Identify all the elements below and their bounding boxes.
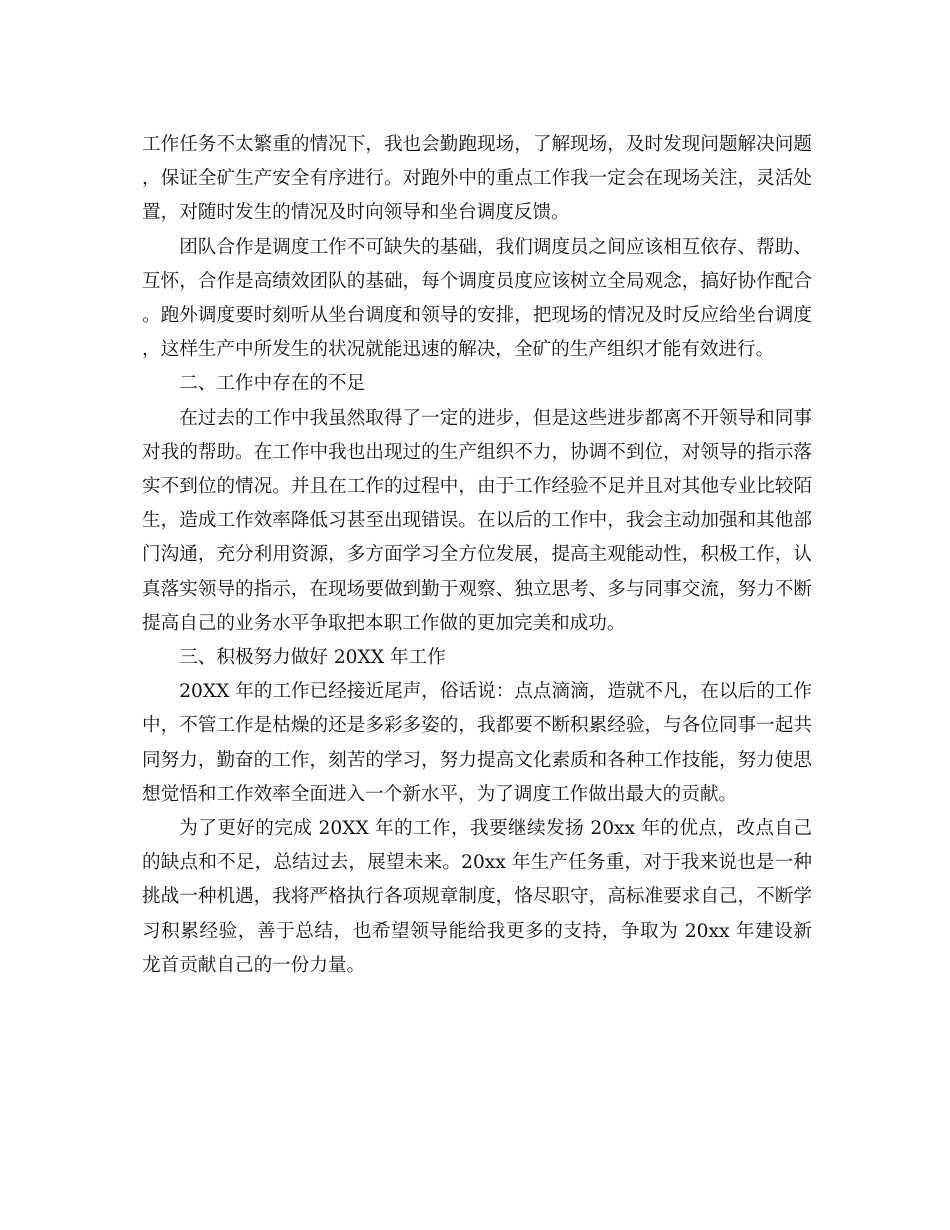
paragraph-continuation: 工作任务不太繁重的情况下，我也会勤跑现场，了解现场，及时发现问题解决问题，保证全矿生产安全有序进行。对跑外中的重点工作我一定会在现场关注，灵活处置，对随时发生的情况及时向领导和坐台调度反馈。 — [142, 134, 812, 224]
section-heading-shortcomings: 二、工作中存在的不足 — [179, 373, 366, 395]
paragraph-plan: 20XX 年的工作已经接近尾声，俗话说：点点滴滴，造就不凡，在以后的工作中，不管工作是枯燥的还是多彩多姿的，我都要不断积累经验，与各位同事一起共同努力，勤奋的工作，刻苦的学习，努力提高文化素质和各种工作技能，努力使思想觉悟和工作效率全面进入一个新水平，为了调度工作做出最大的贡献。 — [142, 681, 812, 805]
section-heading-plan: 三、积极努力做好 20XX 年工作 — [179, 647, 446, 669]
paragraph-shortcomings: 在过去的工作中我虽然取得了一定的进步，但是这些进步都离不开领导和同事对我的帮助。在工作中我也出现过的生产组织不力，协调不到位，对领导的指示落实不到位的情况。并且在工作的过程中，由于工作经验不足并且对其他专业比较陌生，造成工作效率降低习甚至出现错误。在以后的工作中，我会主动加强和其他部门沟通，充分利用资源，多方面学习全方位发展，提高主观能动性，积极工作，认真落实领导的指示，在现场要做到勤于观察、独立思考、多与同事交流，努力不断提高自己的业务水平争取把本职工作做的更加完美和成功。 — [142, 407, 812, 634]
paragraph-teamwork: 团队合作是调度工作不可缺失的基础，我们调度员之间应该相互依存、帮助、互怀，合作是高绩效团队的基础，每个调度员度应该树立全局观念，搞好协作配合。跑外调度要时刻听从坐台调度和领导的安排，把现场的情况及时反应给坐台调度，这样生产中所发生的状况就能迅速的解决，全矿的生产组织才能有效进行。 — [142, 236, 812, 361]
paragraph-conclusion: 为了更好的完成 20XX 年的工作，我要继续发扬 20xx 年的优点，改点自己的缺点和不足，总结过去，展望未来。20xx 年生产任务重，对于我来说也是一种挑战一种机遇，我将严格执行各项规章制度，恪尽职守，高标准要求自己，不断学习积累经验，善于总结，也希望领导能给我更多的支持，争取为 20xx 年建设新龙首贡献自己的一份力量。 — [142, 818, 812, 976]
document-body — [142, 128, 812, 983]
